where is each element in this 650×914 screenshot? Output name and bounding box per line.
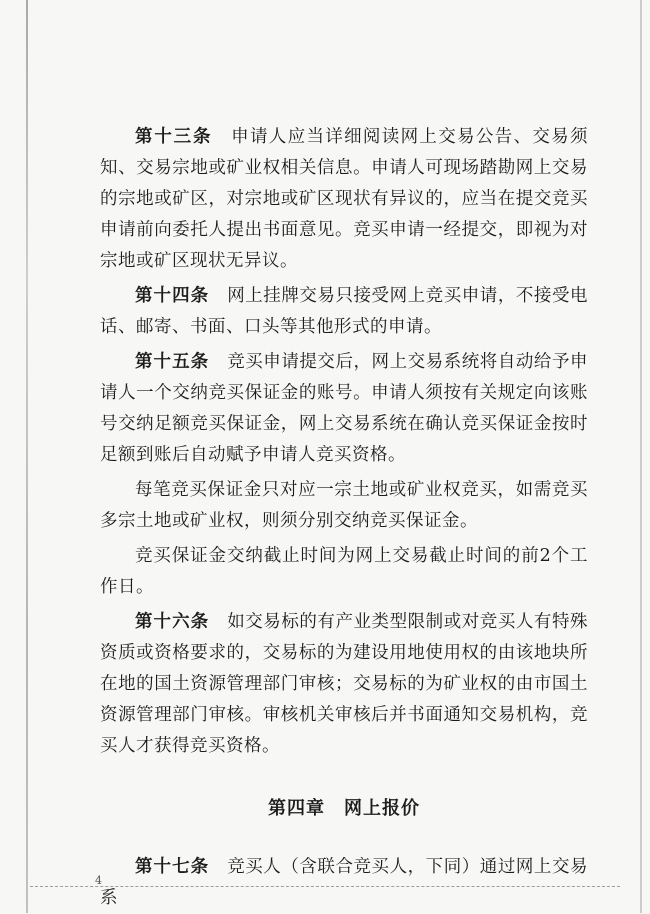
article-15-deadline bbox=[100, 541, 588, 603]
chapter-heading: 第四章 网上报价 bbox=[268, 798, 420, 819]
article-17 bbox=[100, 852, 588, 914]
page-number: 4 bbox=[95, 874, 102, 887]
scan-edge-left bbox=[26, 0, 28, 913]
article-13 bbox=[100, 122, 588, 277]
footer-rule bbox=[30, 886, 620, 887]
article-15-deposit-rule bbox=[100, 475, 588, 537]
article-label: 第十七条 bbox=[135, 857, 210, 877]
paragraph-text: 每笔竞买保证金只对应一宗土地或矿业权竞买，如需竞买多宗土地或矿业权，则须分别交纳竞买保证金。 bbox=[100, 480, 588, 531]
article-label: 第十六条 bbox=[135, 612, 210, 632]
article-14 bbox=[100, 281, 588, 343]
article-label: 第十五条 bbox=[135, 352, 210, 372]
article-text: 申请人应当详细阅读网上交易公告、交易须知、交易宗地或矿业权相关信息。申请人可现场踏勘网上交易的宗地或矿区，对宗地或矿区现状有异议的，应当在提交竞买申请前向委托人提出书面意见。竞买申请一经提交，即视为对宗地或矿区现状无异议。 bbox=[100, 127, 589, 271]
article-15 bbox=[100, 347, 588, 471]
article-label: 第十三条 bbox=[135, 127, 213, 147]
scan-edge-right bbox=[640, 0, 642, 913]
document-body bbox=[100, 122, 588, 914]
article-label: 第十四条 bbox=[135, 286, 210, 306]
article-text: 网上挂牌交易只接受网上竞买申请，不接受电话、邮寄、书面、口头等其他形式的申请。 bbox=[100, 286, 589, 337]
article-text: 竞买人（含联合竞买人，下同）通过网上交易系 bbox=[100, 857, 589, 908]
article-text: 竞买申请提交后，网上交易系统将自动给予申请人一个交纳竞买保证金的账号。申请人须按有关规定向该账号交纳足额竞买保证金，网上交易系统在确认竞买保证金按时足额到账后自动赋予申请人竞买资格。 bbox=[100, 352, 589, 465]
article-text: 如交易标的有产业类型限制或对竞买人有特殊资质或资格要求的，交易标的为建设用地使用权的由该地块所在地的国土资源管理部门审核；交易标的为矿业权的由市国土资源管理部门审核。审核机关审核后并书面通知交易机构，竞买人才获得竞买资格。 bbox=[100, 612, 589, 756]
article-16 bbox=[100, 607, 588, 762]
paragraph-text: 竞买保证金交纳截止时间为网上交易截止时间的前2个工作日。 bbox=[100, 546, 588, 597]
